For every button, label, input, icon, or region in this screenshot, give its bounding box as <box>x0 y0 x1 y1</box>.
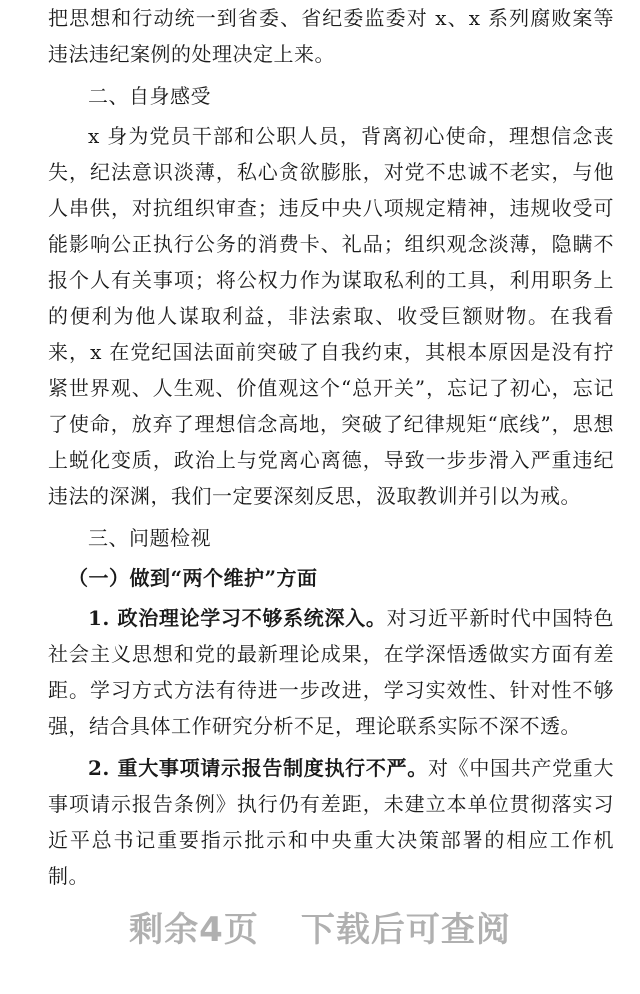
problem-item-1-lead: 1. 政治理论学习不够系统深入。 <box>88 606 387 630</box>
problem-item-2 <box>48 750 614 894</box>
intro-paragraph-tail: 把思想和行动统一到省委、省纪委监委对 x、x 系列腐败案等违法违纪案例的处理决定上来。 <box>48 6 614 66</box>
problem-item-2-body: 对《中国共产党重大事项请示报告条例》执行仍有差距，未建立本单位贯彻落实习近平总书记重要指示批示和中央重大决策部署的相应工作机制。 <box>48 756 615 888</box>
problem-item-1-body: 对习近平新时代中国特色社会主义思想和党的最新理论成果，在学深悟透做实方面有差距。学习方式方法有待进一步改进，学习实效性、针对性不够强，结合具体工作研究分析不足，理论联系实际不深不透。 <box>48 606 615 738</box>
problem-item-1 <box>48 600 614 744</box>
problem-item-2-lead: 2. 重大事项请示报告制度执行不严。 <box>88 756 428 780</box>
remaining-pages-label: 剩余4页 <box>129 910 259 950</box>
section-heading-self-reflection: 二、自身感受 <box>88 84 211 108</box>
download-hint-label: 下载后可查阅 <box>300 910 511 950</box>
section-heading-problem-review: 三、问题检视 <box>88 526 211 550</box>
self-reflection-paragraph: x 身为党员干部和公职人员，背离初心使命，理想信念丧失，纪法意识淡薄，私心贪欲膨胀，对党不忠诚不老实，与他人串供，对抗组织审查；违反中央八项规定精神，违规收受可能影响公正执行公务的消费卡、礼品；组织观念淡薄，隐瞒不报个人有关事项；将公权力作为谋取私利的工具，利用职务上的便利为他人谋取利益，非法索取、收受巨额财物。在我看来，x 在党纪国法面前突破了自我约束，其根本原因是没有拧紧世界观、人生观、价值观这个“总开关”，忘记了初心，忘记了使命，放弃了理想信念高地，突破了纪律规矩“底线”，思想上蜕化变质，政治上与党离心离德，导致一步步滑入严重违纪违法的深渊，我们一定要深刻反思，汲取教训并引以为戒。 <box>48 124 614 508</box>
document-body <box>48 0 614 894</box>
download-remaining-banner[interactable] <box>0 905 640 955</box>
subsection-heading-two-safeguards: （一）做到“两个维护”方面 <box>68 566 318 590</box>
